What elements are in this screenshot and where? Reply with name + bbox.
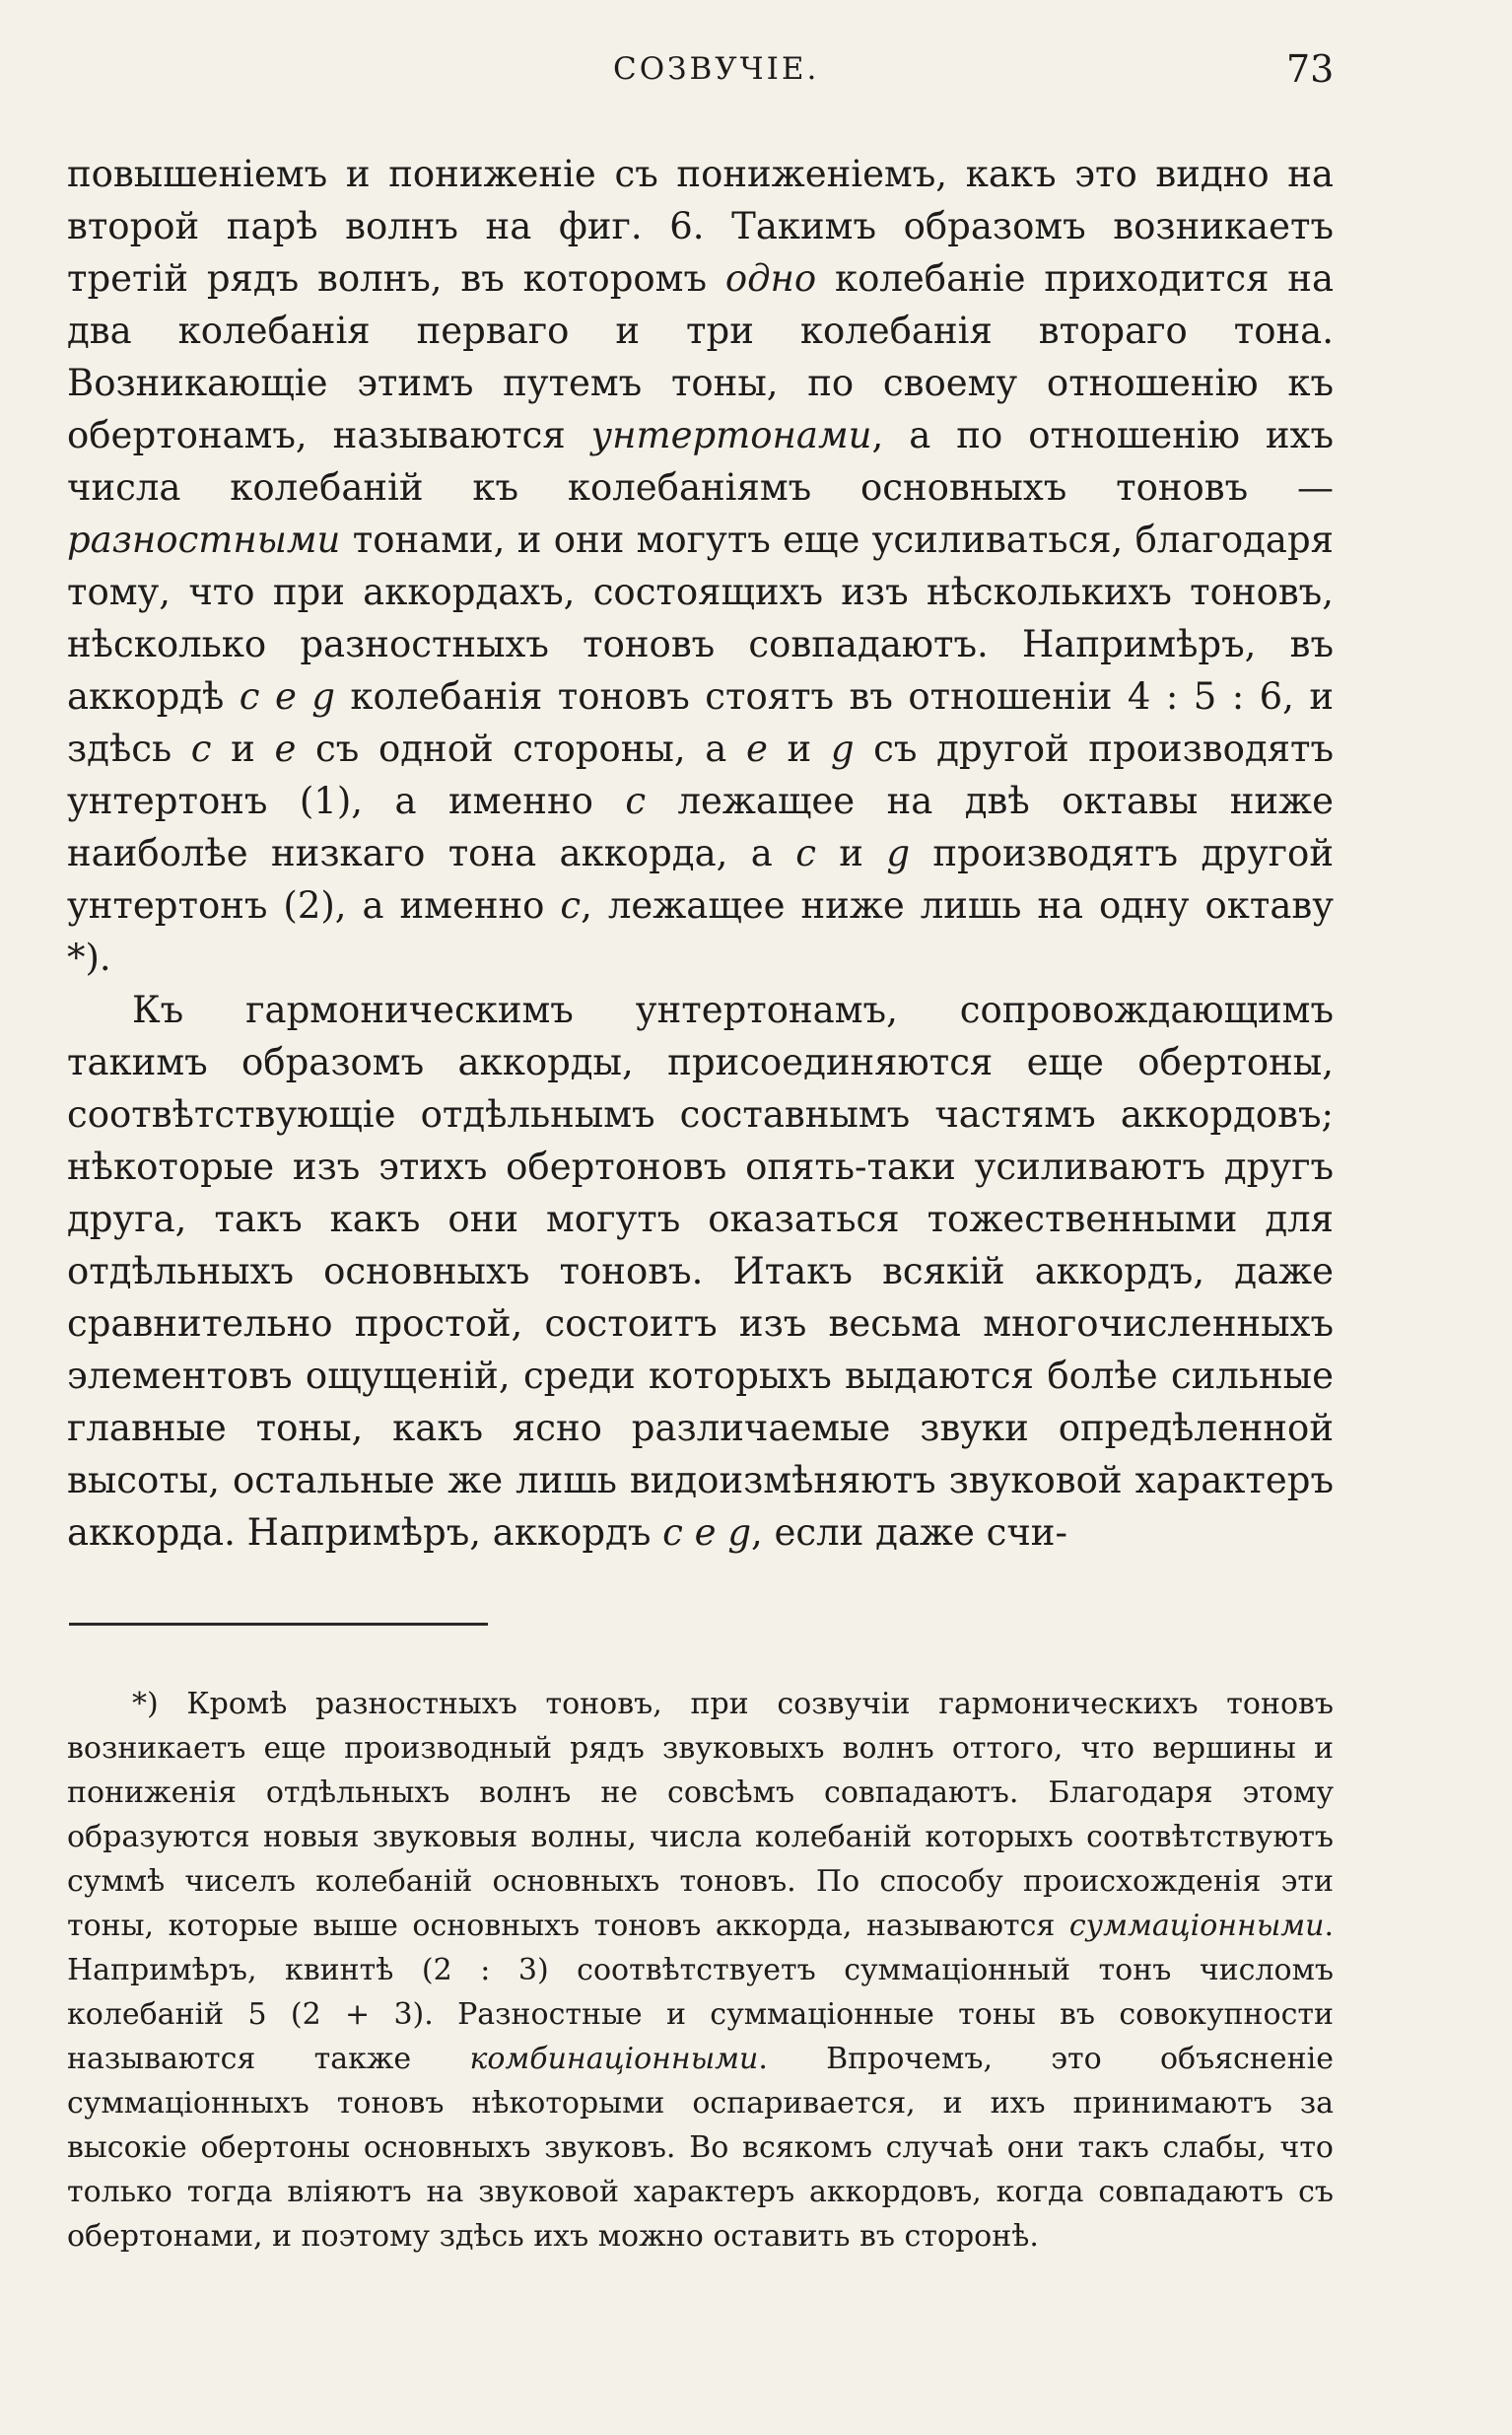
italic-run: c (560, 884, 582, 927)
italic-run: e (745, 728, 768, 770)
text-run: , а по отношенію ихъ числа колебаній къ колебаніямъ основныхъ тоновъ — (67, 414, 1334, 509)
italic-run: суммаціонными (1068, 1909, 1325, 1943)
main-text (67, 148, 1334, 1559)
text-run: съ одной стороны, а (296, 728, 746, 770)
text-run: колебаніе приходится на два колебанія перваго и три колебанія втораго тона. Возникающіе этимъ путемъ тоны, по своему отношенію къ обертонамъ, называются (67, 257, 1335, 456)
italic-run: c e g (662, 1511, 751, 1554)
italic-run: c (795, 832, 816, 874)
italic-run: унтертонами (590, 414, 872, 456)
text-run: повышеніемъ и пониженіе съ пониженіемъ, какъ это видно на второй парѣ волнъ на фиг. 6. Такимъ образомъ возникаетъ третій рядъ волнъ, въ которомъ (67, 153, 1334, 300)
italic-run: c e g (239, 675, 335, 718)
italic-run: разностными (67, 519, 341, 561)
italic-run: g (886, 832, 911, 874)
italic-run: комбинаціонными (469, 2042, 759, 2076)
text-run: , лежащее ниже лишь на одну октаву *). (67, 884, 1335, 979)
paragraph-1 (67, 148, 1334, 984)
text-run: колебанія тоновъ стоятъ въ отношеніи 4 : 5 : 6, и здѣсь (67, 675, 1335, 770)
italic-run: одно (724, 257, 817, 300)
text-run: , если даже счи- (751, 1511, 1067, 1554)
text-run: *) Кромѣ разностныхъ тоновъ, при созвучіи гармоническихъ тоновъ возникаетъ еще производный рядъ звуковыхъ волнъ оттого, что вершины и пониженія отдѣльныхъ волнъ не совсѣмъ совпадаютъ. Благодаря этому образуются новыя звуковыя волны, числа колебаній которыхъ соотвѣтствуютъ суммѣ чиселъ колебаній основныхъ тоновъ. По способу происхожденія эти тоны, которые выше основныхъ тоновъ аккорда, называются (67, 1687, 1334, 1943)
text-run: и (815, 832, 887, 874)
footnote-separator (69, 1623, 488, 1626)
text-run: Къ гармоническимъ унтертонамъ, сопровождающимъ такимъ образомъ аккорды, присоединяются еще обертоны, соотвѣтствующіе отдѣльнымъ составнымъ частямъ аккордовъ; нѣкоторые изъ этихъ обертоновъ опять-таки усиливаютъ другъ друга, такъ какъ они могутъ оказаться тожественными для отдѣльныхъ основныхъ тоновъ. Итакъ всякій аккордъ, даже сравнительно простой, состоитъ изъ весьма многочисленныхъ элементовъ ощущеній, среди которыхъ выдаются болѣе сильные главные тоны, какъ ясно различаемые звуки опредѣленной высоты, остальные же лишь видоизмѣняютъ звуковой характеръ аккорда. Напримѣръ, аккордъ (67, 989, 1334, 1554)
paragraph-2 (67, 984, 1334, 1559)
text-run: съ другой производятъ унтертонъ (1), а именно (67, 728, 1334, 822)
italic-run: c (190, 728, 212, 770)
text-run: и (211, 728, 275, 770)
italic-run: c (625, 780, 647, 822)
page-number: 73 (1286, 47, 1335, 91)
text-run: . Впрочемъ, это объясненіе суммаціонныхъ тоновъ нѣкоторыми оспаривается, и ихъ принимаютъ за высокіе обертоны основныхъ звуковъ. Во всякомъ случаѣ они такъ слабы, что только тогда вліяютъ на звуковой характеръ аккордовъ, когда совпадаютъ съ обертонами, и поэтому здѣсь ихъ можно оставить въ сторонѣ. (67, 2042, 1334, 2254)
text-run: тонами, и они могутъ еще усиливаться, благодаря тому, что при аккордахъ, состоящихъ изъ нѣсколькихъ тоновъ, нѣсколько разностныхъ тоновъ совпадаютъ. Напримѣръ, въ аккордѣ (67, 519, 1334, 718)
running-title: СОЗВУЧІЕ. (613, 51, 820, 87)
text-run: производятъ другой унтертонъ (2), а именно (67, 832, 1334, 927)
text-run: лежащее на двѣ октавы ниже наиболѣе низкаго тона аккорда, а (67, 780, 1334, 874)
text-run: и (767, 728, 831, 770)
footnote (67, 1682, 1334, 2259)
italic-run: g (830, 728, 855, 770)
text-run: . Напримѣръ, квинтѣ (2 : 3) соотвѣтствуетъ суммаціонный тонъ числомъ колебаній 5 (2 + 3). Разностные и суммаціонные тоны въ совокупности называются также (67, 1909, 1334, 2076)
italic-run: e (274, 728, 297, 770)
